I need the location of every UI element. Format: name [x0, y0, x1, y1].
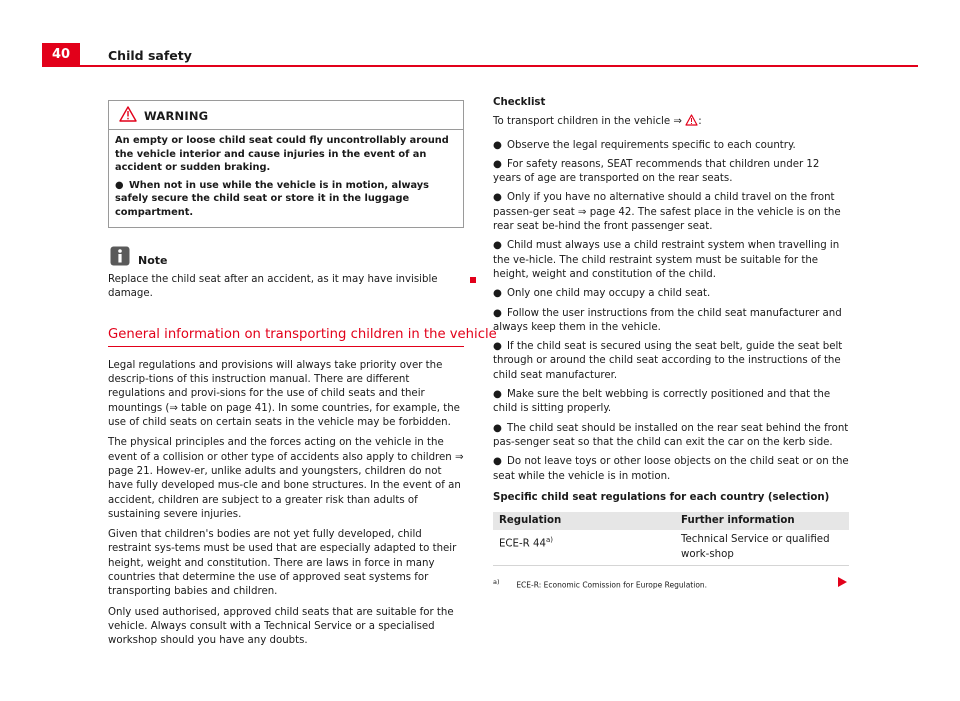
- table-cell: [493, 530, 675, 565]
- checklist-item: ● If the child seat is secured using the seat belt, guide the seat belt through or around the child seat according to the instructions of the child seat manufacturer.: [493, 341, 843, 381]
- section-paragraph: Only used authorised, approved child seats that are suitable for the vehicle. Always consult with a Technical Service or a specialised workshop should you have any doubts.: [108, 606, 454, 647]
- warning-text: An empty or loose child seat could fly uncontrollably around the vehicle interior and cause injuries in the event of an accident or sudden braking.: [115, 135, 449, 173]
- checklist-item: ● Do not leave toys or other loose objects on the child seat or on the seat while the vehicle is in motion.: [493, 456, 849, 482]
- warning-bullet: ● When not in use while the vehicle is in motion, always safely secure the child seat or store it in the luggage compartment.: [115, 179, 430, 218]
- checklist-item: ● Observe the legal requirements specific to each country.: [493, 139, 796, 151]
- continue-arrow-icon: [838, 577, 847, 587]
- table-cell: Technical Service or qualified work-shop: [675, 530, 849, 565]
- warning-bullet-text: When not in use while the vehicle is in motion, always safely secure the child seat or store it in the luggage compartment.: [115, 179, 430, 218]
- header-rule: [80, 65, 918, 67]
- regulation-name: ECE-R 44: [499, 538, 546, 550]
- warning-triangle-icon: [119, 106, 137, 127]
- table-row: [493, 530, 849, 565]
- footnote-label: a): [493, 578, 500, 587]
- section-paragraph: The physical principles and the forces acting on the vehicle in the event of a collision or other type of accidents also apply to children ⇒ page 21. Howev-er, unlike adults and youngsters, children do not have fully developed mus-cle and bone structures. In the event of an accident, children are subject to a greater risk than adults of sustaining severe injuries.: [108, 437, 464, 520]
- table-header-cell: Further information: [675, 512, 849, 530]
- warning-body: [109, 130, 463, 227]
- checklist-item: ● Child must always use a child restraint system when travelling in the ve-hicle. The child restraint system must be suitable for the height, weight and constitution of the child.: [493, 240, 840, 280]
- checklist-item: ● Only one child may occupy a child seat.: [493, 288, 711, 300]
- checklist-item-text: Follow the user instructions from the child seat manufacturer and always keep them in the vehicle.: [493, 307, 842, 333]
- note-header: [108, 246, 464, 268]
- checklist-item: ● Only if you have no alternative should a child travel on the front passen-ger seat ⇒ page 42. The safest place in the vehicle is on the rear seat be-hind the front passenger seat.: [493, 192, 841, 233]
- section-paragraph: Given that children's bodies are not yet fully developed, child restraint sys-tems must be used that are especially adapted to their height, weight and constitution. There are laws in force in many countries that determine the use of approved seat systems for transporting babies and children.: [108, 529, 457, 598]
- chapter-title: Child safety: [108, 48, 192, 63]
- checklist-item: ● Follow the user instructions from the child seat manufacturer and always keep them in the vehicle.: [493, 307, 842, 333]
- checklist-intro: To transport children in the vehicle ⇒ :: [493, 114, 849, 131]
- checklist-item-text: Make sure the belt webbing is correctly positioned and that the child is sitting properly.: [493, 389, 831, 415]
- section-title: General information on transporting children in the vehicle: [108, 328, 464, 347]
- checklist-item-text: Only one child may occupy a child seat.: [507, 288, 711, 300]
- checklist-item-text: The child seat should be installed on the rear seat behind the front pas-senger seat so that the child can exit the car on the kerb side.: [493, 422, 849, 448]
- checklist-item: ● The child seat should be installed on the rear seat behind the front pas-senger seat so that the child can exit the car on the kerb side.: [493, 422, 849, 448]
- note-i-icon: [110, 246, 130, 271]
- checklist-item-text: If the child seat is secured using the seat belt, guide the seat belt through or around the child seat according to the instructions of the child seat manufacturer.: [493, 341, 843, 381]
- footnote-mark: a): [545, 536, 553, 545]
- page-number: 40: [42, 43, 80, 67]
- footnote-text: ECE-R: Economic Comission for Europe Regulation.: [516, 580, 708, 590]
- warning-header: [109, 101, 463, 130]
- checklist-title: Checklist: [493, 97, 546, 108]
- note-title: Note: [138, 254, 168, 267]
- note-text: Replace the child seat after an accident, as it may have invisible damage.: [108, 274, 438, 300]
- regulations-title: Specific child seat regulations for each country (selection): [493, 491, 830, 503]
- checklist-item-text: For safety reasons, SEAT recommends that children under 12 years of age are transported on the rear seats.: [493, 158, 820, 185]
- checklist-item: ● For safety reasons, SEAT recommends that children under 12 years of age are transported on the rear seats.: [493, 158, 820, 185]
- checklist-item-text: Observe the legal requirements specific to each country.: [507, 139, 796, 151]
- regulations-table: [493, 512, 849, 566]
- section-body: [108, 359, 464, 649]
- checklist-intro-text: To transport children in the vehicle ⇒: [493, 116, 682, 128]
- warning-box: [108, 100, 464, 228]
- table-header-cell: Regulation: [493, 512, 675, 530]
- footnote: [493, 575, 849, 593]
- left-column: [108, 100, 497, 655]
- note-text-block: [108, 273, 464, 302]
- section-paragraph: Legal regulations and provisions will always take priority over the descrip-tions of this instruction manual. There are different regulations and provi-sions for the use of child seats and their mountings (⇒ table on page 41). In some countries, for example, the use of child seats on certain seats in the vehicle may be forbidden.: [108, 359, 460, 429]
- checklist-item-text: Child must always use a child restraint system when travelling in the ve-hicle. The child restraint system must be suitable for the height, weight and constitution of the child.: [493, 240, 840, 280]
- checklist-item-text: Do not leave toys or other loose objects on the child seat or on the seat while the vehicle is in motion.: [493, 456, 849, 482]
- checklist-item-text: Only if you have no alternative should a child travel on the front passen-ger seat ⇒ page 42. The safest place in the vehicle is on the rear seat be-hind the front passenger seat.: [493, 192, 841, 233]
- table-header-row: [493, 512, 849, 530]
- right-column: [493, 96, 849, 593]
- checklist-item: ● Make sure the belt webbing is correctly positioned and that the child is sitting properly.: [493, 389, 831, 415]
- section-end-square-icon: [470, 277, 476, 283]
- warning-title: WARNING: [144, 109, 209, 123]
- warning-triangle-icon: [685, 114, 698, 131]
